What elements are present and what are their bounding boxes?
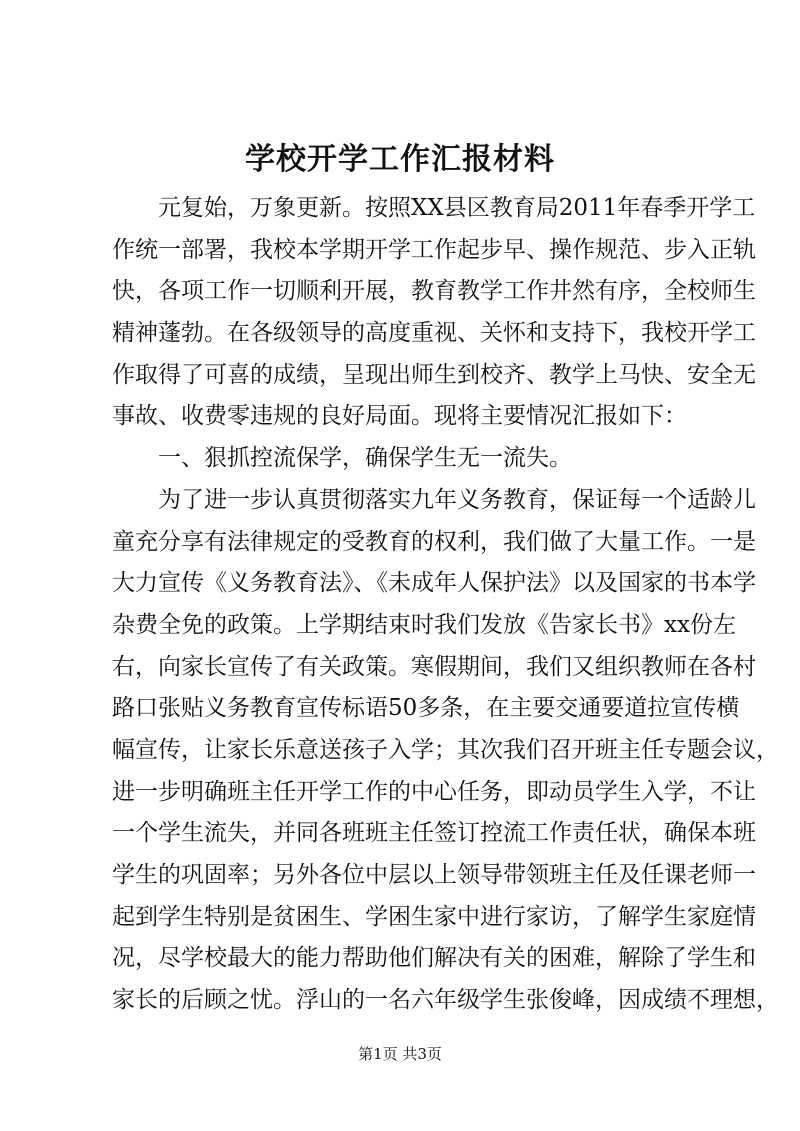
text-line: 元复始，万象更新。按照XX县区教育局2011年春季开学工 <box>158 195 756 221</box>
text-line: 右，向家长宣传了有关政策。寒假期间，我们又组织教师在各村 <box>112 653 756 680</box>
text-line: 一个学生流失，并同各班班主任签订控流工作责任状，确保本班 <box>112 820 756 847</box>
text-line: 路口张贴义务教育宣传标语50多条，在主要交通要道拉宣传横 <box>112 695 740 722</box>
text-line: 起到学生特别是贫困生、学困生家中进行家访，了解学生家庭情 <box>112 903 756 930</box>
text-line: 精神蓬勃。在各级领导的高度重视、关怀和支持下，我校开学工 <box>112 320 756 347</box>
text-line: 事故、收费零违规的良好局面。现将主要情况汇报如下： <box>112 403 687 430</box>
text-line: 况，尽学校最大的能力帮助他们解决有关的困难，解除了学生和 <box>112 945 756 972</box>
text-line: 快，各项工作一切顺利开展，教育教学工作井然有序，全校师生 <box>112 278 756 305</box>
text-line: 学生的巩固率；另外各位中层以上领导带领班主任及任课老师一 <box>112 862 756 888</box>
text-line: 家长的后顾之忧。浮山的一名六年级学生张俊峰，因成绩不理想， <box>112 987 779 1014</box>
document-title: 学校开学工作汇报材料 <box>245 142 555 177</box>
text-line: 大力宣传《义务教育法》、《未成年人保护法》以及国家的书本学 <box>112 570 756 597</box>
page-number-footer: 第1页 共3页 <box>358 1045 442 1063</box>
document-body <box>112 188 779 1022</box>
section-heading: 一、狠抓控流保学，确保学生无一流失。 <box>158 445 572 472</box>
text-line: 童充分享有法律规定的受教育的权利，我们做了大量工作。一是 <box>112 528 756 555</box>
text-line: 为了进一步认真贯彻落实九年义务教育，保证每一个适龄儿 <box>158 486 756 513</box>
text-line: 幅宣传，让家长乐意送孩子入学；其次我们召开班主任专题会议， <box>112 736 779 763</box>
text-line: 进一步明确班主任开学工作的中心任务，即动员学生入学，不让 <box>112 778 756 805</box>
text-line: 杂费全免的政策。上学期结束时我们发放《告家长书》xx份左 <box>112 611 736 638</box>
text-line: 作取得了可喜的成绩，呈现出师生到校齐、教学上马快、安全无 <box>112 361 756 388</box>
text-line: 作统一部署，我校本学期开学工作起步早、操作规范、步入正轨 <box>112 236 756 263</box>
